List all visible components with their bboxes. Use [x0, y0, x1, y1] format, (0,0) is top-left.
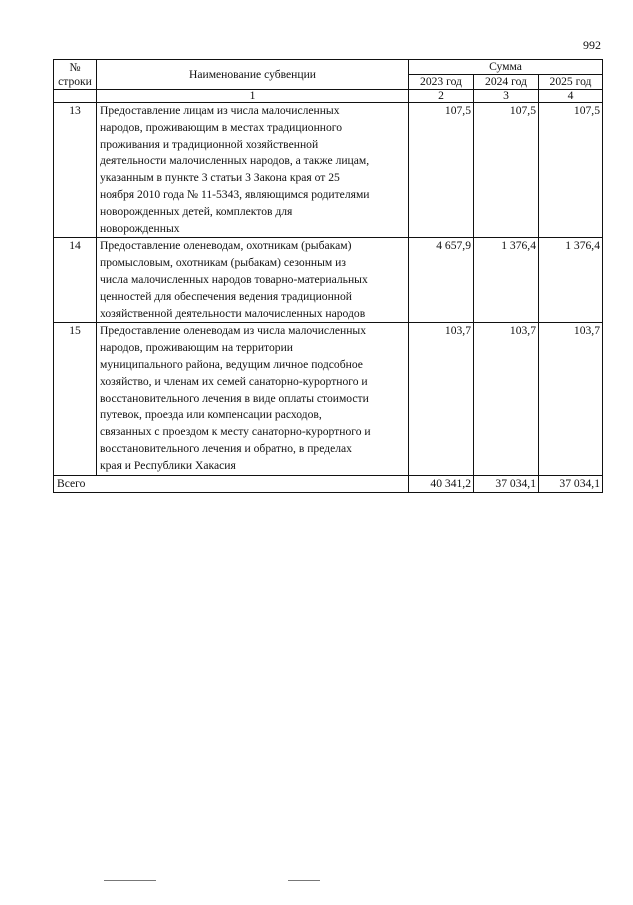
- text-line: ноября 2010 года № 11-5343, являющимся родителями: [100, 187, 370, 201]
- value-2024: 1 376,4: [474, 238, 539, 323]
- total-row: [54, 475, 603, 493]
- year-2025-header: 2025 год: [539, 75, 603, 90]
- text-line: промысловым, охотникам (рыбакам) сезонным из: [100, 256, 346, 270]
- row-number: 13: [54, 103, 97, 238]
- column-index-2: 2: [409, 90, 474, 103]
- subvention-name-header: Наименование субвенции: [97, 60, 409, 90]
- text-line: новорожденных: [100, 221, 180, 235]
- table-row: [54, 238, 603, 323]
- footer-rule-right: [288, 880, 320, 881]
- value-2025: 103,7: [539, 323, 603, 475]
- value-2023: 107,5: [409, 103, 474, 238]
- table-row: [54, 323, 603, 475]
- text-line: указанным в пункте 3 статьи 3 Закона края от 25: [100, 171, 340, 185]
- value-2025: 1 376,4: [539, 238, 603, 323]
- text-line: новорожденных детей, комплектов для: [100, 204, 293, 218]
- column-index-row: [54, 90, 603, 103]
- subventions-table: [53, 59, 603, 493]
- text-line: Предоставление оленеводам из числа малочисленных: [100, 324, 367, 338]
- row-number-header: [54, 60, 97, 90]
- value-2024: 107,5: [474, 103, 539, 238]
- column-index-blank: [54, 90, 97, 103]
- total-2023: 40 341,2: [409, 475, 474, 493]
- text-line: Предоставление оленеводам, охотникам (рыбакам): [100, 239, 352, 253]
- text-line: восстановительного лечения и обратно, в пределах: [100, 441, 352, 455]
- text-line: путевок, проезда или компенсации расходов,: [100, 408, 322, 422]
- row-number: 15: [54, 323, 97, 475]
- total-label: Всего: [54, 475, 409, 493]
- text-line: народов, проживающим в местах традиционного: [100, 120, 343, 134]
- total-2024: 37 034,1: [474, 475, 539, 493]
- text-line: муниципального района, ведущим личное подсобное: [100, 357, 363, 371]
- year-2024-header: 2024 год: [474, 75, 539, 90]
- text-line: Предоставление лицам из числа малочисленных: [100, 104, 340, 117]
- page-number: 992: [583, 38, 601, 52]
- subvention-name: [97, 103, 409, 238]
- text-line: хозяйство, и членам их семей санаторно-курортного и: [100, 374, 368, 388]
- text-line: хозяйственной деятельности малочисленных народов: [100, 306, 366, 320]
- text-line: связанных с проездом к месту санаторно-курортного и: [100, 425, 371, 439]
- text-line: ценностей для обеспечения ведения традиционной: [100, 289, 352, 303]
- value-2025: 107,5: [539, 103, 603, 238]
- sum-header: Сумма: [409, 60, 603, 75]
- text-line: числа малочисленных народов товарно-материальных: [100, 272, 368, 286]
- column-index-4: 4: [539, 90, 603, 103]
- footer-rule-left: [104, 880, 156, 881]
- column-index-1: 1: [97, 90, 409, 103]
- total-2025: 37 034,1: [539, 475, 603, 493]
- text-line: края и Республики Хакасия: [100, 458, 236, 472]
- row-number-header-line1: №: [69, 60, 81, 74]
- value-2024: 103,7: [474, 323, 539, 475]
- subvention-name: [97, 238, 409, 323]
- text-line: народов, проживающим на территории: [100, 341, 293, 355]
- header-row-top: [54, 60, 603, 75]
- subvention-name: [97, 323, 409, 475]
- table-row: [54, 103, 603, 238]
- row-number: 14: [54, 238, 97, 323]
- value-2023: 4 657,9: [409, 238, 474, 323]
- row-number-header-line2: строки: [58, 74, 92, 88]
- text-line: проживания и традиционной хозяйственной: [100, 137, 319, 151]
- text-line: деятельности малочисленных народов, а также лицам,: [100, 154, 370, 168]
- year-2023-header: 2023 год: [409, 75, 474, 90]
- value-2023: 103,7: [409, 323, 474, 475]
- text-line: восстановительного лечения в виде оплаты стоимости: [100, 391, 369, 405]
- column-index-3: 3: [474, 90, 539, 103]
